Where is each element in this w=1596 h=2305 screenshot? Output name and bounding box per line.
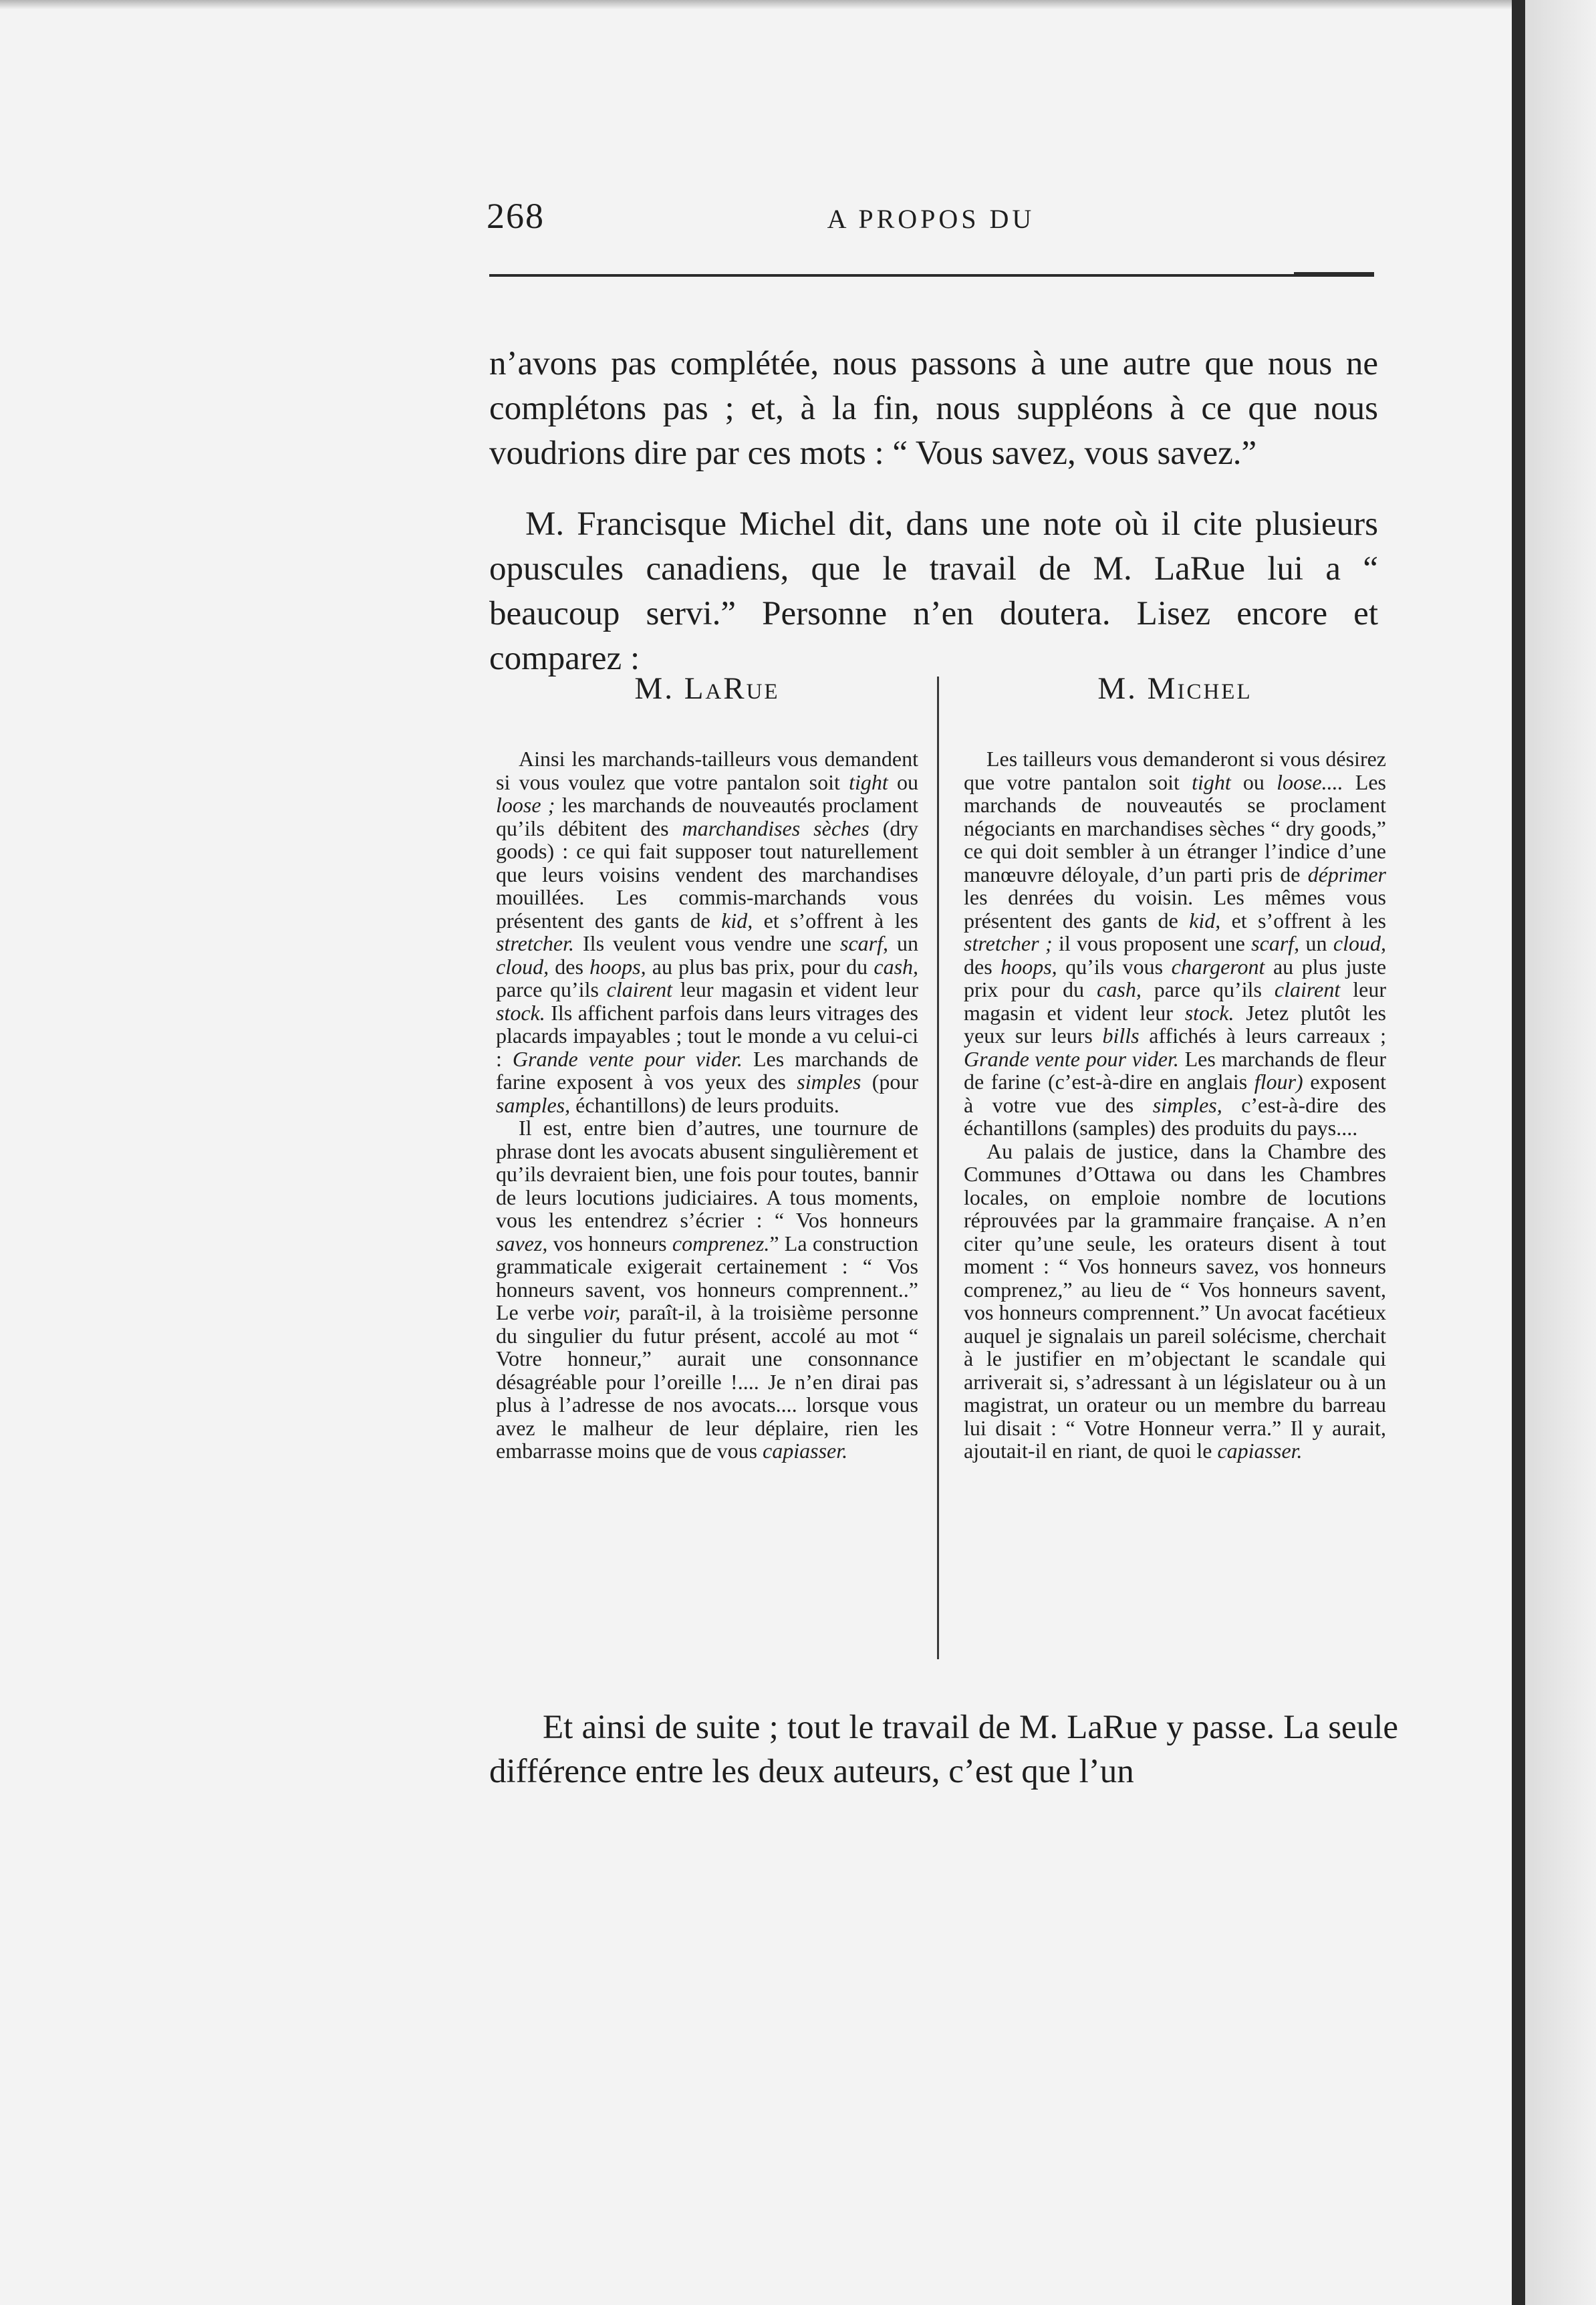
page-top-shadow (0, 0, 1512, 9)
text-run: un (1299, 931, 1333, 955)
text-run: Les marchands de farine exposent à vos yeux des (496, 1046, 919, 1094)
italic-term: hoops, (589, 954, 646, 979)
running-title: A PROPOS DU (827, 204, 1035, 234)
italic-term: chargeront (1171, 954, 1265, 979)
text-run: (dry goods) : ce qui fait supposer tout naturellement que leurs voisins vendent des marchandises mouillées. Les commis-marchands vous présentent des gants de (496, 816, 919, 933)
text-run: qu’ils vous (1057, 954, 1172, 979)
text-run: (pour (861, 1070, 919, 1094)
column-michel (964, 669, 1386, 1463)
text-run: un (888, 931, 919, 955)
paragraph-continuation: n’avons pas complétée, nous passons à une autre que nous ne complétons pas ; et, à la fin, nous suppléons à ce que nous voudrions dire par ces mots : “ Vous savez, vous savez.” (489, 345, 1378, 472)
text-run: Au palais de justice, dans la Chambre des Communes d’Ottawa ou dans les Chambres locales, on emploie nombre de locutions réprouvées par la grammaire française. A n’en citer qu’une seule, les orateurs disent à tout moment : “ Vos honneurs savez, vos honneurs comprenez,” au lieu de “ Vos honneurs savent, vos honneurs comprennent.” Un avocat facétieux auquel je signalais un pareil solécisme, cherchait à le justifier en m’objectant le scandale qui arriverait si, s’adressant à un législateur ou à un magistrat, un orateur ou un membre du barreau lui disait : “ Votre Honneur verra.” Il y aurait, ajoutait-il en riant, de quoi le (964, 1138, 1386, 1463)
italic-term: cash, (874, 954, 919, 979)
italic-term: voir, (583, 1300, 621, 1324)
text-run: exposent à votre vue des (964, 1070, 1386, 1117)
text-run: Ils affichent parfois dans leurs vitrages des placards impayables ; tout le monde a vu celui-ci : (496, 1000, 918, 1071)
column-heading-michel: M. Michel (1097, 671, 1252, 706)
text-run: Les tailleurs vous demanderont si vous désirez que votre pantalon soit (964, 747, 1386, 794)
text-run: échantillons) de leurs produits. (570, 1092, 839, 1117)
italic-term: samples, (496, 1092, 571, 1117)
text-run: les denrées du voisin. Les mêmes vous présentent des gants de (964, 885, 1386, 933)
text-run: des (549, 954, 590, 979)
larue-paragraph-2 (496, 1116, 918, 1463)
italic-term: Grande vente pour vider. (964, 1046, 1179, 1071)
italic-term: marchandises sèches (682, 816, 870, 840)
text-run: c’est-à-dire des échantillons (samples) des produits du pays.... (964, 1092, 1386, 1140)
italic-term: bills (1102, 1023, 1140, 1048)
text-run: parce qu’ils (1141, 977, 1275, 1001)
text-run: au plus bas prix, pour du (646, 954, 874, 979)
italic-term: kid, (721, 908, 753, 933)
italic-term: capiasser. (1217, 1439, 1303, 1463)
italic-term: stretcher ; (964, 931, 1053, 955)
michel-paragraph-1 (964, 747, 1386, 1140)
text-run: Jetez plutôt les yeux sur leurs (964, 1000, 1387, 1048)
text-run: Les marchands de fleur de farine (c’est-à-dire en anglais (964, 1046, 1387, 1094)
italic-term: capiasser. (763, 1439, 848, 1463)
italic-term: stock. (496, 1000, 545, 1025)
text-run: parce qu’ils (496, 977, 607, 1001)
italic-term: scarf, (840, 931, 888, 955)
text-run: Ils veulent vous vendre une (574, 931, 840, 955)
column-heading-larue: M. LaRue (634, 671, 780, 706)
header-rule (489, 274, 1374, 277)
comparison-columns (496, 669, 1386, 1665)
italic-term: cloud, (496, 954, 549, 979)
italic-term: tight (849, 769, 888, 794)
italic-term: stretcher. (496, 931, 575, 955)
text-run: Il est, entre bien d’autres, une tournure de phrase dont les avocats abusent singulièrement et qu’ils devraient bien, une fois pour toutes, bannir de leurs locutions judiciaires. A tous moments, vous les entendrez s’écrier : “ Vos honneurs (496, 1116, 918, 1232)
text-run: ou (1230, 769, 1277, 794)
facing-page-edge (1525, 0, 1596, 2305)
page-number: 268 (487, 196, 545, 236)
text-run: et s’offrent à les (1220, 908, 1386, 933)
italic-term: loose.... (1277, 769, 1343, 794)
text-run: ou (888, 769, 919, 794)
italic-term: stock. (1184, 1000, 1234, 1025)
italic-term: flour) (1254, 1070, 1303, 1094)
italic-term: savez, (496, 1231, 548, 1255)
italic-term: comprenez. (672, 1231, 770, 1255)
italic-term: loose ; (496, 793, 555, 817)
michel-paragraph-2 (964, 1140, 1386, 1463)
italic-term: scarf, (1251, 931, 1300, 955)
text-run: paraît-il, à la troisième personne du singulier du futur présent, accolé au mot “ Votre honneur,” aurait une consonnance désagréable pour l’oreille !.... Je n’en dirai pas plus à l’adresse de nos avocats.... lorsque vous avez le malheur de leur déplaire, rien les embarrasse moins que de vous (496, 1300, 918, 1463)
text-run: ” La construction grammaticale exigerait certainement : “ Vos honneurs savent, vos honneurs comprennent..” Le verbe (496, 1231, 919, 1324)
italic-term: clairent (1274, 977, 1341, 1001)
paragraph-michel-note: M. Francisque Michel dit, dans une note où il cite plusieurs opuscules canadiens, que le travail de M. LaRue lui a “ beaucoup servi.” Personne n’en doutera. Lisez encore et comparez : (489, 505, 1378, 677)
book-gutter (1512, 0, 1525, 2305)
italic-term: kid, (1189, 908, 1221, 933)
text-run: leur magasin et vident leur (672, 977, 919, 1001)
italic-term: simples, (1152, 1092, 1222, 1117)
text-run: il vous proposent une (1052, 931, 1252, 955)
text-run: des (964, 954, 1001, 979)
italic-term: clairent (606, 977, 673, 1001)
paragraph-conclusion: Et ainsi de suite ; tout le travail de M. LaRue y passe. La seule différence entre les deux auteurs, c’est que l’un (489, 1709, 1398, 1790)
italic-term: hoops, (1001, 954, 1057, 979)
text-run: affichés à leurs carreaux ; (1139, 1023, 1386, 1048)
column-larue (496, 669, 918, 1463)
italic-term: tight (1192, 769, 1231, 794)
text-run: les marchands de nouveautés proclament qu’ils débitent des (496, 793, 919, 840)
larue-paragraph-1 (496, 747, 918, 1116)
italic-term: simples (797, 1070, 861, 1094)
text-run: et s’offrent à les (753, 908, 918, 933)
text-run: Les marchands de nouveautés se proclament négociants en marchandises sèches “ dry goods,” ce qui doit sembler à un étranger l’indice d’une manœuvre déloyale, d’un parti pris de (964, 769, 1386, 886)
italic-term: cloud, (1333, 931, 1387, 955)
text-run: leur magasin et vident leur (964, 977, 1386, 1025)
italic-term: Grande vente pour vider. (512, 1046, 743, 1071)
italic-term: cash, (1097, 977, 1142, 1001)
column-divider (937, 677, 939, 1659)
text-run: vos honneurs (547, 1231, 672, 1255)
text-run: Ainsi les marchands-tailleurs vous demandent si vous voulez que votre pantalon soit (496, 747, 918, 794)
running-head (487, 195, 1375, 249)
text-run: au plus juste prix pour du (964, 954, 1387, 1001)
italic-term: déprimer (1307, 862, 1386, 886)
